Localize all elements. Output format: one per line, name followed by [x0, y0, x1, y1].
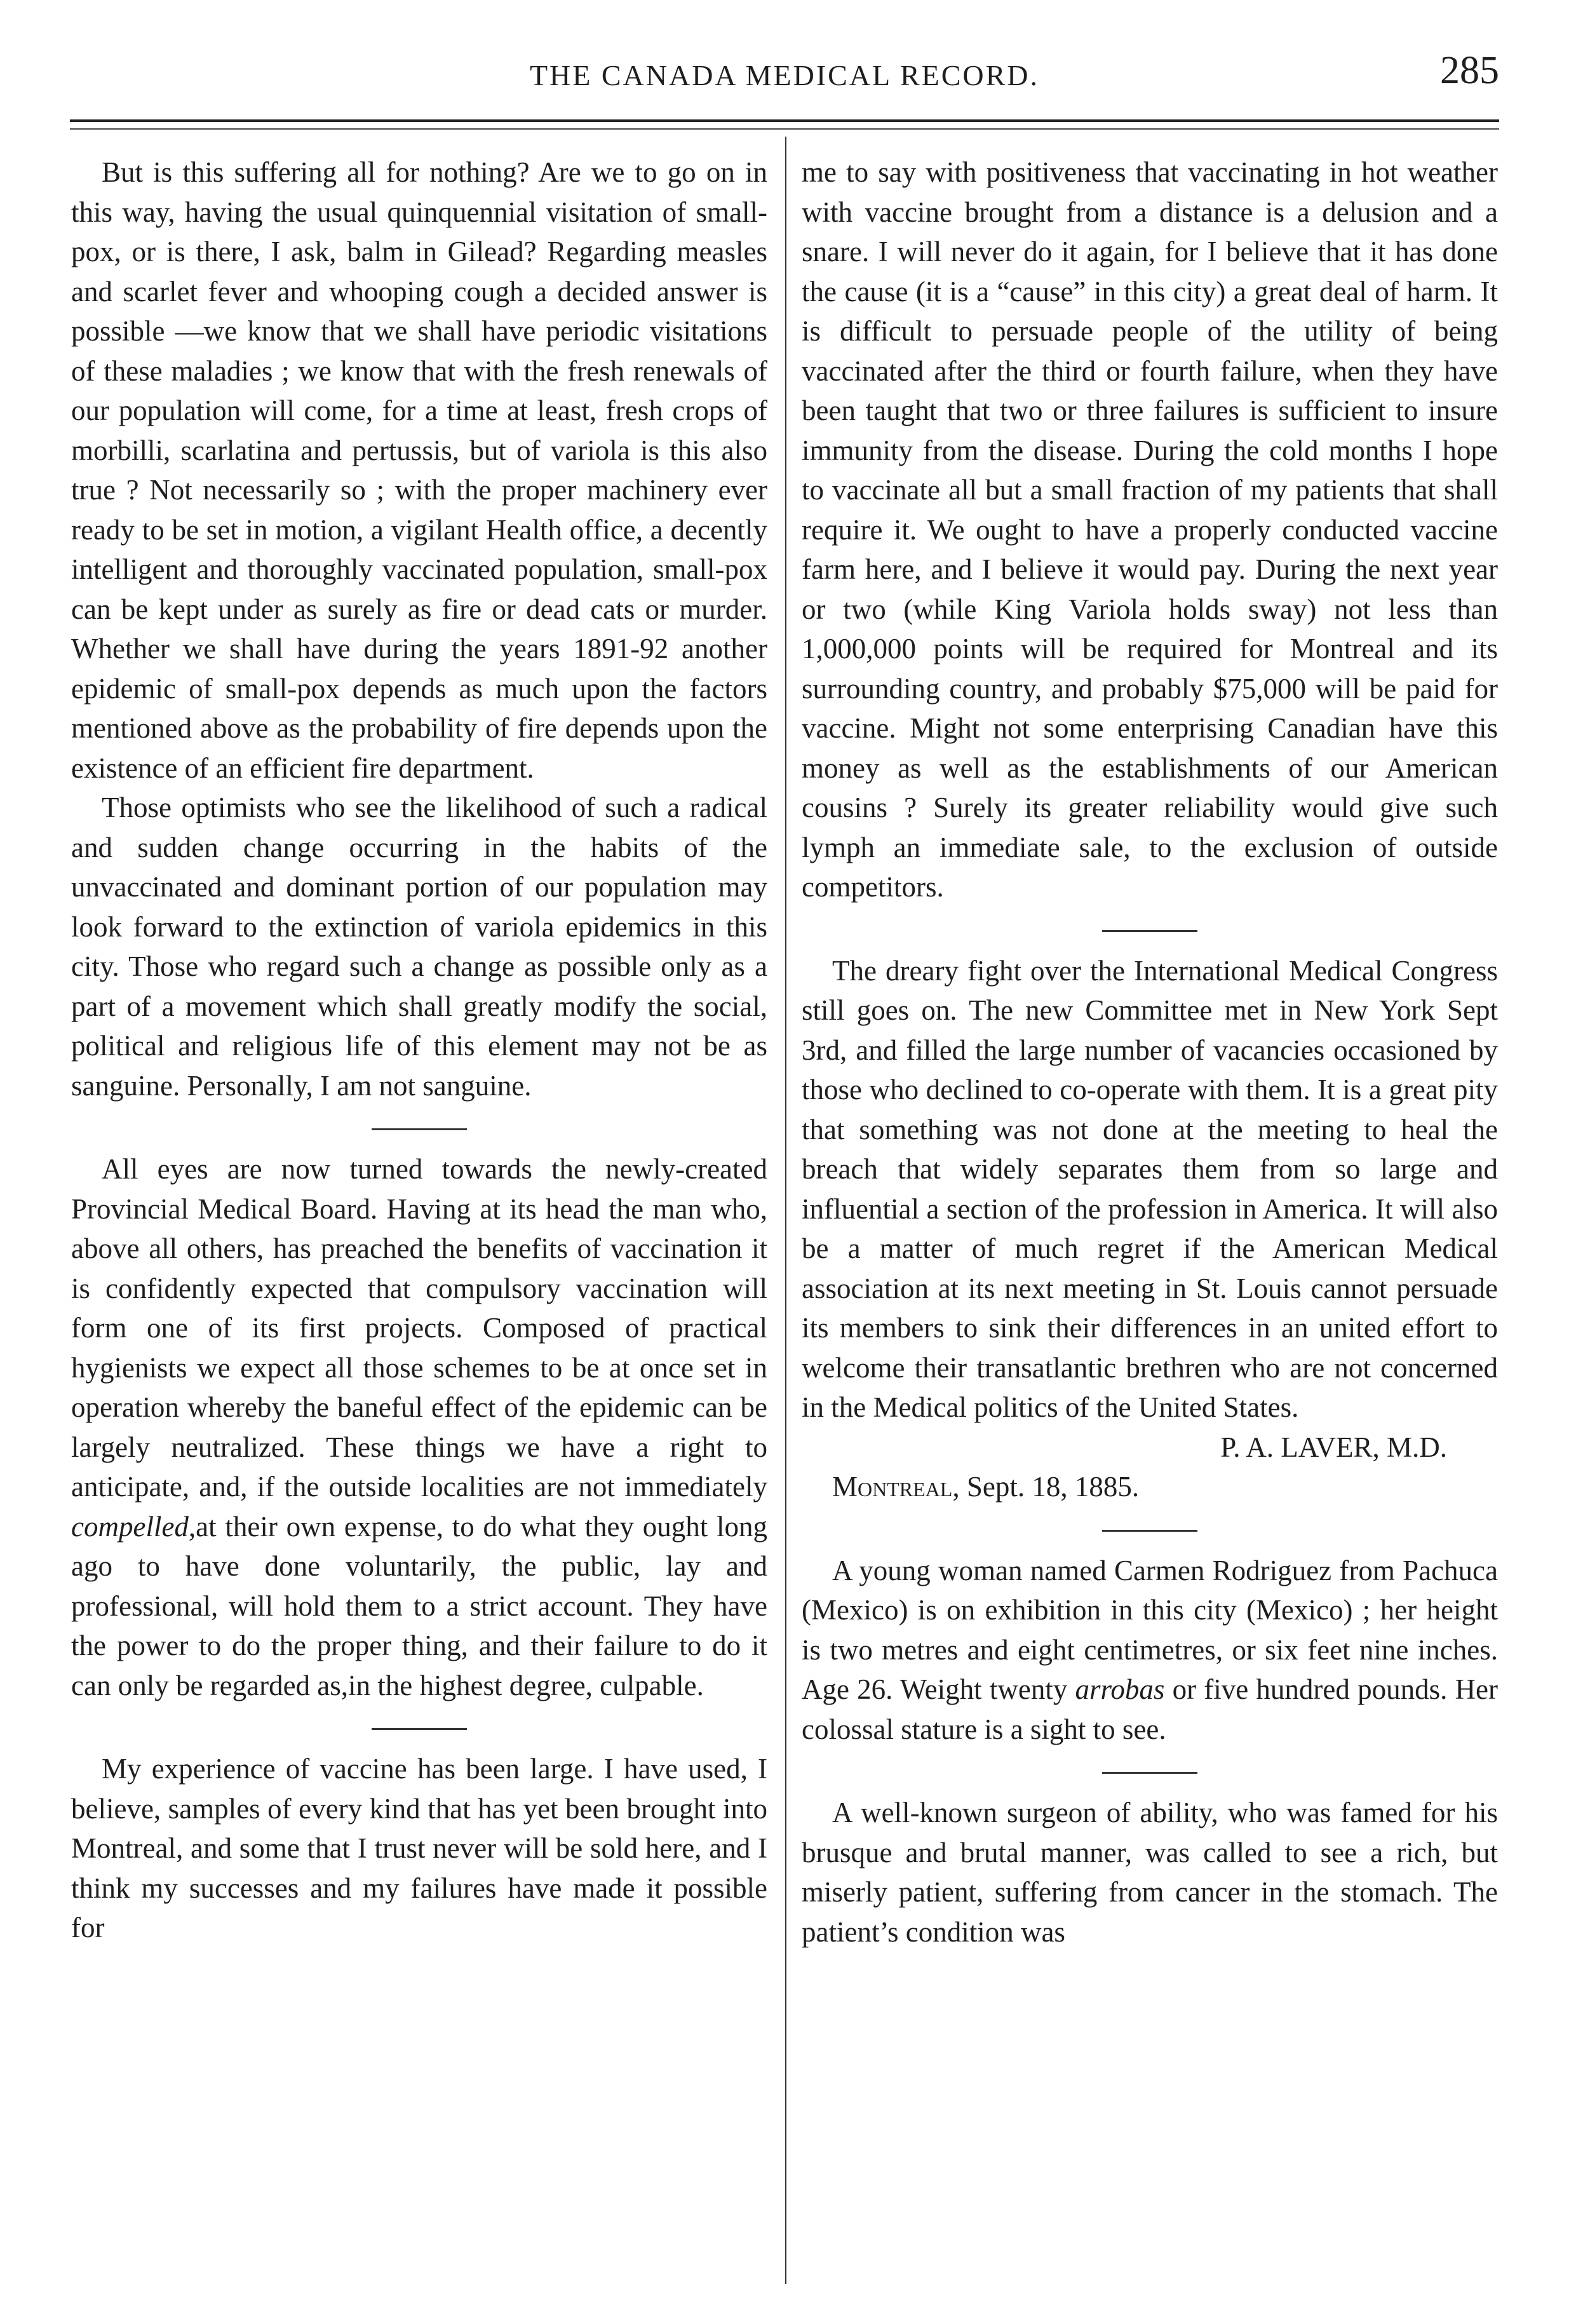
paragraph-vaccine-experience: My experience of vaccine has been large. I have used, I believe, samples of every kind that has yet been brought into Montreal, and some that I trust never will be sold here, and I think my successes and my failures have made it possible for [71, 1753, 767, 1943]
section-separator [372, 1728, 467, 1730]
dateline-place: Montreal, [832, 1471, 960, 1503]
section-separator [1102, 930, 1197, 932]
running-title: THE CANADA MEDICAL RECORD. [529, 59, 1040, 91]
page-number: 285 [1440, 49, 1499, 92]
paragraph-surgeon-anecdote: A well-known surgeon of ability, who was famed for his brusque and brutal manner, was called to see a rich, but miserly patient, suffering from cancer in the stomach. The patient’s condition was [802, 1797, 1498, 1948]
right-column [802, 152, 1498, 1952]
paragraph-optimists: Those optimists who see the likelihood of such a radical and sudden change occurring in the habits of the unvaccinated and dominant portion of our population may look forward to the extinction of variola epidemics in this city. Those who regard such a change as possible only as a part of a movement which shall greatly modify the social, political and religious life of this element may not be as sanguine. Personally, I am not sanguine. [71, 792, 767, 1102]
section-separator [372, 1128, 467, 1130]
author-signature: P. A. LAVER, M.D. [1220, 1431, 1447, 1463]
paragraph-medical-congress: The dreary fight over the International Medical Congress still goes on. The new Committee met in New York Sept 3rd, and filled the large number of vacancies occasioned by those who declined to co-operate with them. It is a great pity that something was not done at the meeting to heal the breach that widely separates them from so large and influential a section of the profession in America. It will also be a matter of much regret if the American Medical association at its next meeting in St. Louis cannot persuade its members to sink their differences in an united effort to welcome their transatlantic brethren who are not concerned in the Medical politics of the United States. [802, 954, 1498, 1423]
section-separator [1102, 1772, 1197, 1774]
text-run: or five hundred pounds. Her colossal stature is a sight to see. [802, 1673, 1498, 1745]
text-run: All eyes are now turned towards the newly-created Provincial Medical Board. Having at its head the man who, above all others, has preached the benefits of vaccination it is confidently expected that compulsory vaccination will form one of its first projects. Composed of practical hygienists we expect all those schemes to be at once set in operation whereby the baneful effect of the epidemic can be largely neutralized. These things we have a right to anticipate, and, if the outside localities are not immediately [71, 1153, 767, 1503]
paragraph-medical-board [71, 1149, 767, 1705]
section-separator [1102, 1530, 1197, 1532]
text-run: ,at their own expense, to do what they ought long ago to have done voluntarily, the public, lay and professional, will hold them to a strict account. They have the power to do the proper thing, and their failure to do it can only be regarded as,in the highest degree, culpable. [71, 1510, 767, 1701]
paragraph-carmen-rodriguez [802, 1551, 1498, 1750]
header-rule [70, 119, 1499, 122]
paragraph-vaccine-continued: me to say with positiveness that vaccinating in hot weather with vaccine brought from a distance is a delusion and a snare. I will never do it again, for I believe that it has done the cause (it is a “cause” in this city) a great deal of harm. It is difficult to persuade people of the utility of being vaccinated after the third or fourth failure, when they have been taught that two or three failures is sufficient to insure immunity from the disease. During the cold months I hope to vaccinate all but a small fraction of my patients that shall require it. We ought to have a properly conducted vaccine farm here, and I believe it would pay. During the next year or two (while King Variola holds sway) not less than 1,000,000 points will be required for Montreal and its surrounding country, and probably $75,000 will be paid for vaccine. Might not some enterprising Canadian have this money as well as the establishments of our American cousins ? Surely its greater reliability would give such lymph an immediate sale, to the exclusion of outside competitors. [802, 156, 1498, 903]
header-rule-thin [70, 128, 1499, 130]
italic-text: arrobas [1075, 1673, 1165, 1705]
page-header [70, 44, 1499, 102]
left-column [71, 152, 767, 1948]
dateline-date: Sept. 18, 1885. [959, 1471, 1140, 1503]
text-run: A young woman named Carmen Rodriguez from Pachuca (Mexico) is on exhibition in this city (Mexico) ; her height is two metres and eight centimetres, or six feet nine inches. Age 26. Weight twenty [802, 1554, 1498, 1705]
paragraph-smallpox-suffering: But is this suffering all for nothing? Are we to go on in this way, having the usual quinquennial visitation of small-pox, or is there, I ask, balm in Gilead? Regarding measles and scarlet fever and whooping cough a decided answer is possible —we know that we shall have periodic visitations of these maladies ; we know that with the fresh renewals of our population will come, for a time at least, fresh crops of morbilli, scarlatina and pertussis, but of variola is this also true ? Not necessarily so ; with the proper machinery ever ready to be set in motion, a vigilant Health office, a decently intelligent and thoroughly vaccinated population, small-pox can be kept under as surely as fire or dead cats or murder. Whether we shall have during the years 1891-92 another epidemic of small-pox depends as much upon the factors mentioned above as the probability of fire depends upon the existence of an efficient fire department. [71, 156, 767, 784]
italic-text: compelled [71, 1510, 189, 1543]
column-divider [785, 137, 786, 2284]
dateline [802, 1467, 1498, 1507]
